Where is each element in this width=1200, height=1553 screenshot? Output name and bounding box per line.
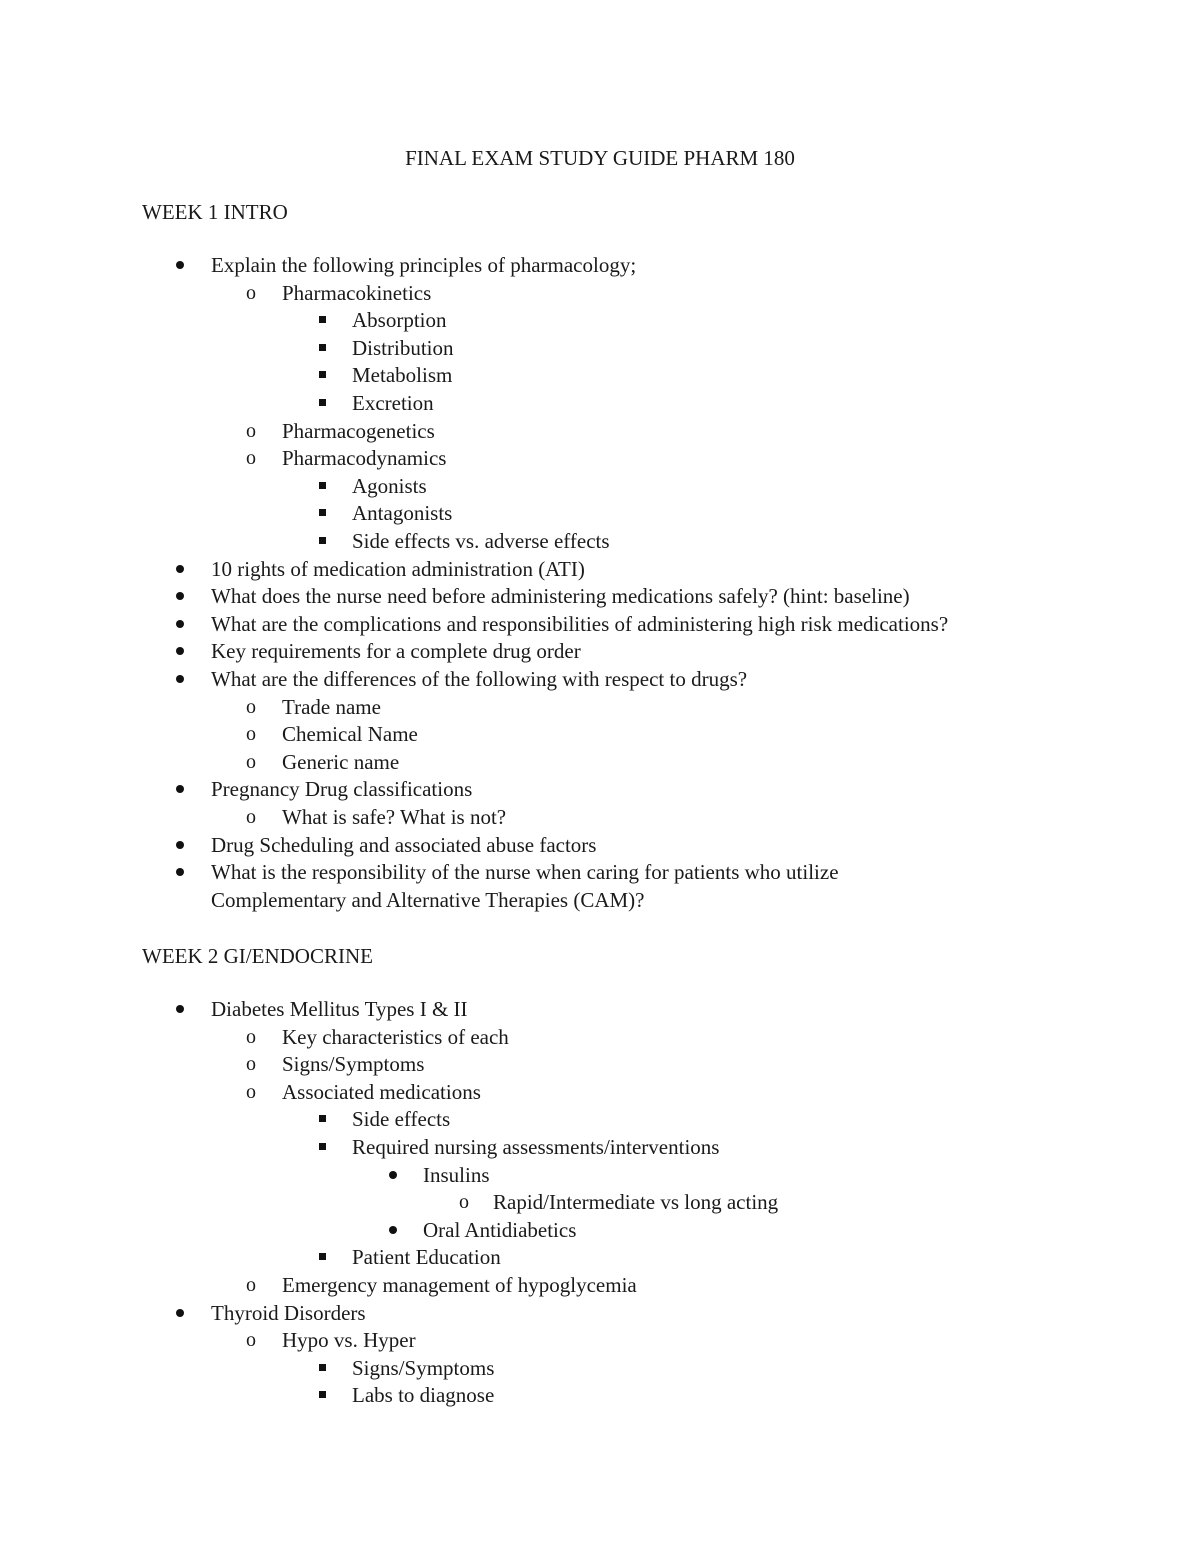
list-item: 10 rights of medication administration (ATI) bbox=[211, 556, 585, 581]
bullet-circle-icon: o bbox=[246, 1274, 256, 1296]
list-item: Required nursing assessments/interventions bbox=[352, 1135, 720, 1159]
list-item: Agonists bbox=[352, 473, 427, 498]
bullet-circle-icon: o bbox=[246, 806, 256, 828]
bullet-dot-icon bbox=[176, 261, 184, 269]
document-title: FINAL EXAM STUDY GUIDE PHARM 180 bbox=[405, 146, 795, 170]
bullet-dot-icon bbox=[176, 565, 184, 573]
list-item: Hypo vs. Hyper bbox=[282, 1328, 416, 1353]
bullet-square-icon bbox=[319, 482, 326, 489]
list-item: What are the complications and responsibilities of administering high risk medications? bbox=[211, 611, 949, 636]
bullet-square-icon bbox=[319, 1364, 326, 1371]
list-item: Pharmacokinetics bbox=[282, 280, 432, 305]
bullet-circle-icon: o bbox=[459, 1191, 469, 1214]
bullet-square-icon bbox=[319, 1253, 326, 1260]
list-item: Insulins bbox=[423, 1162, 490, 1187]
list-item: Signs/Symptoms bbox=[282, 1052, 425, 1077]
list-item: Signs/Symptoms bbox=[352, 1355, 495, 1380]
list-item: Explain the following principles of pharmacology; bbox=[211, 253, 637, 277]
list-item: Complementary and Alternative Therapies (CAM)? bbox=[211, 887, 645, 912]
list-item: Excretion bbox=[352, 391, 434, 415]
bullet-dot-icon bbox=[176, 1005, 184, 1013]
list-item: Pharmacogenetics bbox=[282, 418, 435, 443]
bullet-square-icon bbox=[319, 1143, 326, 1150]
bullet-dot-icon bbox=[389, 1226, 397, 1234]
list-item: Rapid/Intermediate vs long acting bbox=[493, 1190, 779, 1215]
bullet-dot-icon bbox=[389, 1171, 397, 1179]
bullet-square-icon bbox=[319, 399, 326, 406]
list-item: What does the nurse need before administering medications safely? (hint: baseline) bbox=[211, 584, 910, 609]
bullet-dot-icon bbox=[176, 841, 184, 849]
bullet-dot-icon bbox=[176, 647, 184, 655]
list-item: Side effects vs. adverse effects bbox=[352, 529, 610, 553]
bullet-dot-icon bbox=[176, 1309, 184, 1317]
bullet-square-icon bbox=[319, 316, 326, 323]
list-item: What are the differences of the following with respect to drugs? bbox=[211, 667, 748, 691]
bullet-square-icon bbox=[319, 1115, 326, 1122]
list-item: Key requirements for a complete drug order bbox=[211, 639, 581, 664]
list-item: Pregnancy Drug classifications bbox=[211, 777, 473, 802]
bullet-square-icon bbox=[319, 537, 326, 544]
bullet-circle-icon: o bbox=[246, 723, 256, 746]
bullet-dot-icon bbox=[176, 868, 184, 876]
bullet-square-icon bbox=[319, 1391, 326, 1398]
list-item: Patient Education bbox=[352, 1245, 501, 1270]
list-item: Emergency management of hypoglycemia bbox=[282, 1273, 637, 1297]
list-item: Antagonists bbox=[352, 501, 453, 526]
list-item: Distribution bbox=[352, 335, 454, 360]
section-heading: WEEK 1 INTRO bbox=[142, 200, 288, 224]
list-item: What is the responsibility of the nurse when caring for patients who utilize bbox=[211, 860, 839, 885]
bullet-circle-icon: o bbox=[246, 695, 256, 718]
bullet-circle-icon: o bbox=[246, 447, 256, 470]
bullet-circle-icon: o bbox=[246, 1329, 256, 1352]
list-item: Thyroid Disorders bbox=[211, 1300, 366, 1325]
list-item: What is safe? What is not? bbox=[282, 805, 507, 829]
list-item: Absorption bbox=[352, 308, 447, 333]
list-item: Side effects bbox=[352, 1107, 451, 1132]
list-item: Key characteristics of each bbox=[282, 1024, 509, 1049]
list-item: Diabetes Mellitus Types I & II bbox=[211, 997, 468, 1021]
list-item: Chemical Name bbox=[282, 722, 418, 747]
bullet-square-icon bbox=[319, 371, 326, 378]
bullet-circle-icon: o bbox=[246, 1053, 256, 1076]
bullet-square-icon bbox=[319, 509, 326, 516]
list-item: Pharmacodynamics bbox=[282, 446, 447, 471]
section-heading: WEEK 2 GI/ENDOCRINE bbox=[142, 944, 373, 968]
bullet-dot-icon bbox=[176, 675, 184, 683]
list-item: Drug Scheduling and associated abuse factors bbox=[211, 832, 597, 857]
bullet-circle-icon: o bbox=[246, 281, 256, 304]
list-item: Generic name bbox=[282, 749, 400, 774]
list-item: Associated medications bbox=[282, 1079, 481, 1104]
list-item: Trade name bbox=[282, 694, 381, 719]
bullet-circle-icon: o bbox=[246, 1080, 256, 1103]
bullet-dot-icon bbox=[176, 592, 184, 600]
bullet-dot-icon bbox=[176, 785, 184, 793]
list-item: Oral Antidiabetics bbox=[423, 1217, 577, 1242]
bullet-circle-icon: o bbox=[246, 419, 256, 442]
bullet-square-icon bbox=[319, 344, 326, 351]
bullet-circle-icon: o bbox=[246, 750, 256, 773]
list-item: Labs to diagnose bbox=[352, 1383, 495, 1408]
list-item: Metabolism bbox=[352, 363, 453, 388]
bullet-dot-icon bbox=[176, 620, 184, 628]
bullet-circle-icon: o bbox=[246, 1025, 256, 1048]
